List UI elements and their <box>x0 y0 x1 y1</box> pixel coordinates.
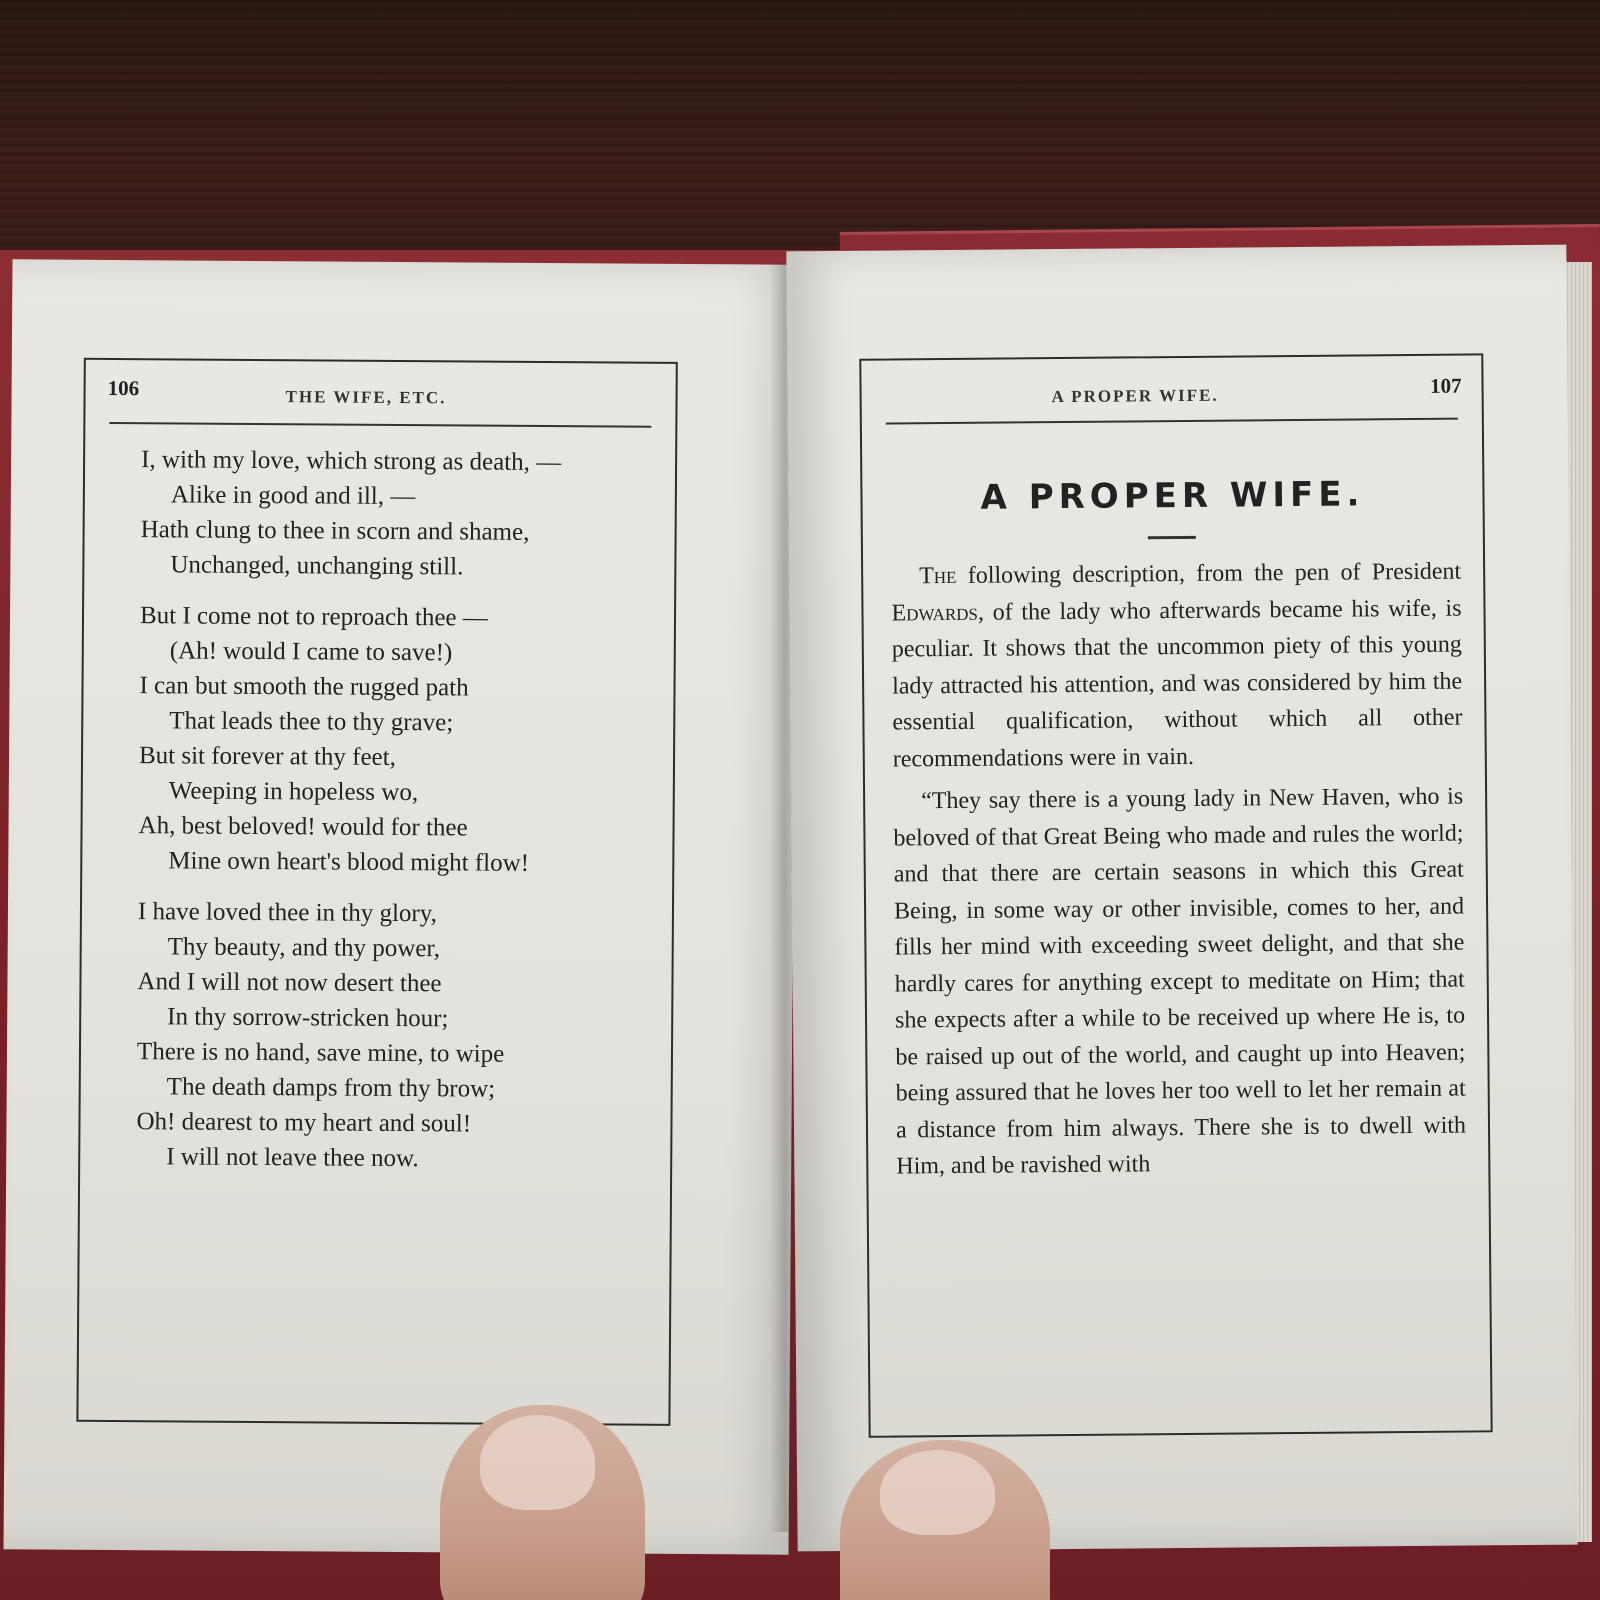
poem-text <box>136 442 655 1194</box>
poem-line: There is no hand, save mine, to wipe <box>136 1038 505 1068</box>
paragraph-1 <box>891 554 1463 778</box>
running-head-left: THE WIFE, ETC. <box>285 387 447 408</box>
drop-word: The <box>919 562 957 590</box>
author-name: Edwards <box>891 599 979 627</box>
poem-line: Weeping in hopeless wo, <box>168 777 419 807</box>
poem-line: But I come not to reproach thee — <box>139 602 488 632</box>
poem-line: I, with my love, which strong as death, — <box>141 446 562 477</box>
poem-line: I can but smooth the rugged path <box>139 672 469 702</box>
right-page-frame <box>859 353 1492 1437</box>
page-number-right: 107 <box>1429 373 1462 398</box>
left-page-frame <box>76 358 677 1426</box>
poem-line: (Ah! would I came to save!) <box>169 637 453 667</box>
poem-line: Unchanged, unchanging still. <box>170 551 464 581</box>
stanza <box>140 442 655 586</box>
page-number-left: 106 <box>107 375 140 401</box>
chapter-title: A PROPER WIFE. <box>980 474 1365 518</box>
left-thumbnail <box>480 1415 595 1510</box>
poem-line: In thy sorrow-stricken hour; <box>167 1003 449 1033</box>
stanza <box>138 598 654 882</box>
poem-line: Ah, best beloved! would for thee <box>138 812 468 842</box>
poem-line: That leads thee to thy grave; <box>169 707 454 737</box>
poem-line: I have loved thee in thy glory, <box>137 898 438 928</box>
right-thumbnail <box>880 1450 995 1535</box>
poem-line: Oh! dearest to my heart and soul! <box>136 1108 472 1138</box>
header-rule-left <box>109 422 651 428</box>
poem-line: Thy beauty, and thy power, <box>167 933 441 963</box>
paragraph-1-text-a: following description, from the pen of President <box>956 558 1462 589</box>
poem-line: Hath clung to thee in scorn and shame, <box>140 516 530 546</box>
paragraph-2: “They say there is a young lady in New Haven, who is beloved of that Great Being who made and rules the world; and that there are certain seasons in which this Great Being, in some way or other invisible, comes to her, and fills her mind with exceeding sweet delight, and that she hardly cares for anything except to meditate on Him; that she expects after a while to be received up where He is, to be raised up out of the world, and caught up into Heaven; being assured that he loves her too well to let her remain at a distance from him always. There she is to dwell with Him, and be ravished with <box>893 783 1467 1180</box>
header-rule-right <box>886 418 1458 425</box>
paragraph-1-text-b: , of the lady who afterwards became his wife, is peculiar. It shows that the uncommon piety of this young lady attracted his attention, and was considered by him the essential qualification, without which all other recommendations were in vain. <box>891 595 1463 773</box>
body-text <box>891 554 1466 1191</box>
right-page <box>786 245 1577 1552</box>
poem-line: The death damps from thy brow; <box>166 1073 496 1103</box>
left-page <box>4 259 798 1554</box>
poem-line: And I will not now desert thee <box>137 968 442 998</box>
poem-line: Alike in good and ill, — <box>170 481 416 511</box>
running-head-right: A PROPER WIFE. <box>1051 385 1219 407</box>
poem-line: But sit forever at thy feet, <box>138 742 397 771</box>
stanza <box>136 894 652 1178</box>
poem-line: Mine own heart's blood might flow! <box>168 847 530 877</box>
poem-line: I will not leave thee now. <box>166 1143 419 1173</box>
title-rule <box>1148 536 1196 539</box>
